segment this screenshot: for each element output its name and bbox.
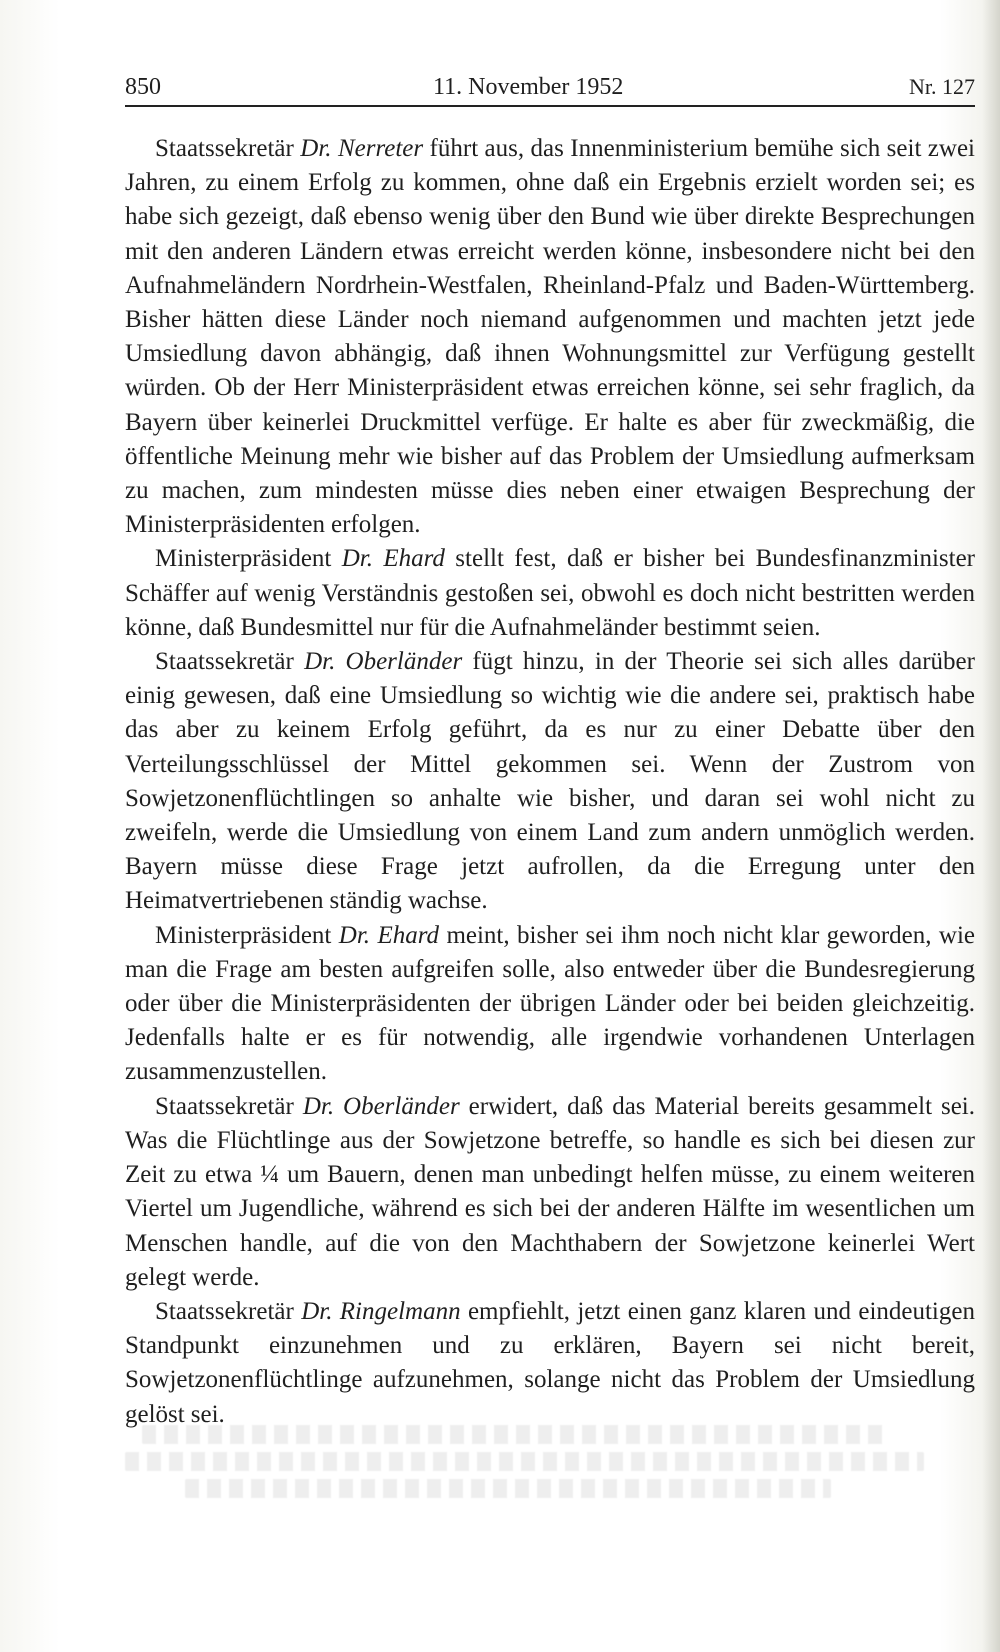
speaker-title: Staatssekretär	[155, 1092, 294, 1120]
paragraph-nerreter	[125, 132, 975, 542]
speaker-name: Dr. Nerreter	[300, 135, 424, 162]
page-edge-shadow	[982, 0, 1000, 1652]
running-header	[125, 70, 975, 110]
speaker-title: Staatssekretär	[155, 648, 294, 676]
show-through-line	[125, 1452, 924, 1471]
speaker-title: Staatssekretär	[155, 1297, 294, 1325]
speaker-title: Ministerpräsident	[155, 545, 332, 573]
speaker-name: Dr. Ehard	[338, 921, 440, 949]
show-through-text	[125, 1425, 975, 1520]
speaker-name: Dr. Ehard	[341, 545, 445, 573]
speaker-name: Dr. Oberländer	[304, 648, 463, 676]
speaker-name: Dr. Ringelmann	[301, 1297, 461, 1325]
protocol-number: Nr. 127	[909, 74, 975, 99]
paragraph-text: führt aus, das Innenministerium bemühe sich seit zwei Jahren, zu einem Erfolg zu kommen, ohne daß ein Ergebnis erzielt worden sei; es habe sich gezeigt, daß ebenso wenig über den Bund wie über direkte Besprechungen mit den anderen Ländern etwas erreicht werden könne, insbesondere nicht bei den Aufnahmeländern Nordrhein-Westfalen, Rheinland-Pfalz und Baden-Württemberg. Bisher hätten diese Länder noch niemand aufgenommen und machten jetzt jede Umsiedlung davon abhängig, daß ihnen Wohnungsmittel zur Verfügung gestellt würden. Ob der Herr Ministerpräsident etwas erreichen könne, sei sehr fraglich, da Bayern über keinerlei Druckmittel verfüge. Er halte es aber für zweckmäßig, die öffentliche Meinung mehr wie bisher auf das Problem der Umsiedlung aufmerksam zu machen, zum mindesten müsse dies neben einer etwaigen Besprechung der Ministerpräsidenten erfolgen.	[125, 135, 975, 539]
paragraph-ehard-1	[125, 542, 975, 645]
header-date: 11. November 1952	[433, 74, 624, 100]
page-number: 850	[125, 74, 161, 100]
paragraph-oberlaender-1	[125, 645, 975, 919]
paragraph-ringelmann	[125, 1295, 975, 1432]
paragraph-text: erwidert, daß das Material bereits gesammelt sei. Was die Flüchtlinge aus der Sowjetzone betreffe, so handle es sich bei diesen zur Zeit zu etwa ¼ um Bauern, denen man unbedingt helfen müsse, zu einem weiteren Viertel um Jugendliche, während es sich bei der anderen Hälfte im wesentlichen um Menschen handle, auf die von den Machthabern der Sowjetzone keinerlei Wert gelegt werde.	[125, 1092, 975, 1291]
paragraph-text: fügt hinzu, in der Theorie sei sich alles darüber einig gewesen, daß eine Umsiedlung so wichtig wie die andere sei, praktisch habe das aber zu keinem Erfolg geführt, da es nur zu einer Debatte über den Verteilungsschlüssel der Mittel gekommen sei. Wenn der Zustrom von Sowjetzonenflüchtlingen so anhalte wie bisher, und daran sei wohl nicht zu zweifeln, werde die Umsiedlung von einem Land zum andern unmöglich werden. Bayern müsse diese Frage jetzt aufrollen, da die Erregung unter den Heimatvertriebenen ständig wachse.	[125, 648, 975, 915]
paragraph-text: empfiehlt, jetzt einen ganz klaren und eindeutigen Standpunkt einzunehmen und zu erklären, Bayern sei nicht bereit, Sowjetzonenflüchtlinge aufzunehmen, solange nicht das Problem der Umsiedlung gelöst sei.	[125, 1297, 975, 1428]
paragraph-text: stellt fest, daß er bisher bei Bundesfinanzminister Schäffer auf wenig Verständnis gestoßen sei, obwohl es doch nicht bestritten werden könne, daß Bundesmittel nur für die Aufnahmeländer bestimmt seien.	[125, 545, 975, 641]
paragraph-text: meint, bisher sei ihm noch nicht klar geworden, wie man die Frage am besten aufgreifen solle, also entweder über die Bundesregierung oder über die Ministerpräsidenten der übrigen Länder oder bei beiden gleichzeitig. Jedenfalls halte er es für notwendig, alle irgendwie vorhandenen Unterlagen zusammenzustellen.	[125, 921, 976, 1086]
speaker-title: Ministerpräsident	[155, 921, 332, 949]
speaker-title: Staatssekretär	[155, 135, 294, 162]
paragraph-oberlaender-2	[125, 1090, 975, 1295]
speaker-name: Dr. Oberländer	[302, 1092, 460, 1120]
paragraph-ehard-2	[125, 919, 975, 1090]
show-through-line	[185, 1479, 831, 1498]
main-text	[125, 132, 975, 1432]
header-divider	[125, 105, 975, 107]
